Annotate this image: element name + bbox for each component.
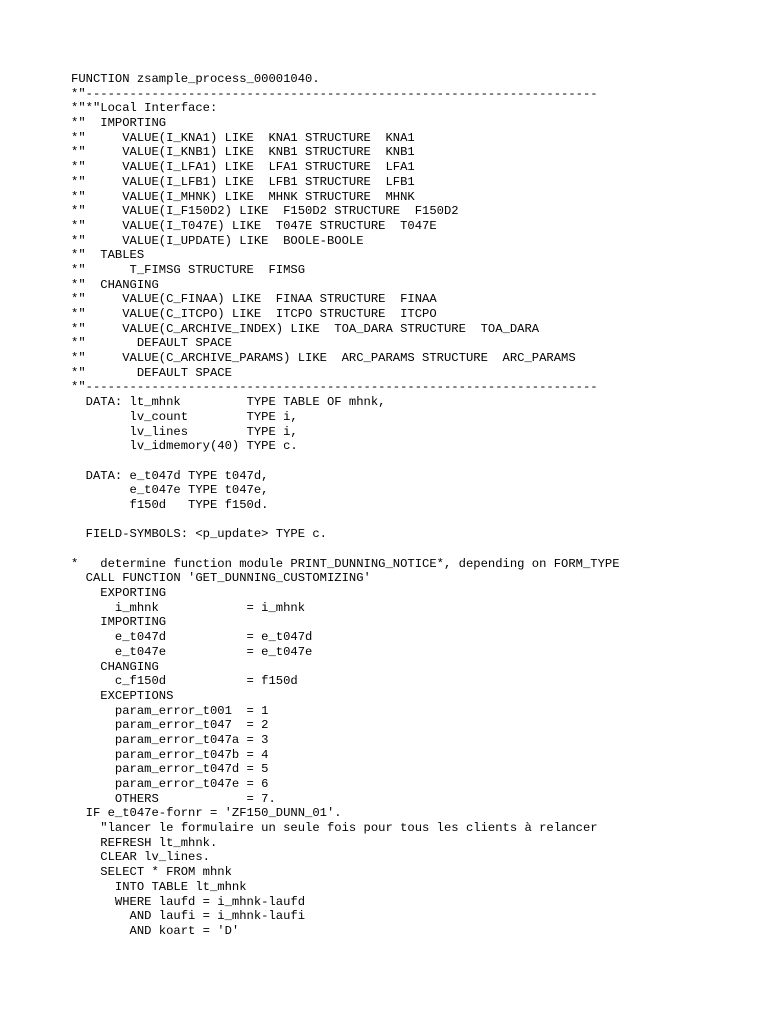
code-line: i_mhnk = i_mhnk (71, 600, 306, 615)
code-line: CALL FUNCTION 'GET_DUNNING_CUSTOMIZING' (71, 571, 371, 586)
code-line: WHERE laufd = i_mhnk-laufd (71, 894, 306, 909)
code-line: *"*"Local Interface: (71, 101, 218, 116)
code-line: e_t047e = e_t047e (71, 644, 313, 659)
code-line: CLEAR lv_lines. (71, 850, 210, 865)
code-line: param_error_t047e = 6 (71, 777, 269, 791)
code-listing (71, 72, 751, 939)
code-line: param_error_t047b = 4 (71, 747, 269, 762)
code-line: *" VALUE(I_KNB1) LIKE KNB1 STRUCTURE KNB1 (71, 145, 415, 160)
code-line: EXCEPTIONS (71, 688, 174, 703)
code-line: *" VALUE(I_LFB1) LIKE LFB1 STRUCTURE LFB1 (71, 174, 415, 189)
code-line: e_t047d = e_t047d (71, 630, 313, 645)
code-line: lv_lines TYPE i, (71, 424, 298, 439)
code-line: IF e_t047e-fornr = 'ZF150_DUNN_01'. (71, 806, 342, 821)
code-line: REFRESH lt_mhnk. (71, 835, 218, 850)
code-line (71, 454, 751, 469)
code-line: DATA: lt_mhnk TYPE TABLE OF mhnk, (71, 395, 386, 410)
code-line: CHANGING (71, 659, 159, 674)
code-line: c_f150d = f150d (71, 674, 298, 689)
code-line: *" VALUE(C_ARCHIVE_INDEX) LIKE TOA_DARA STRUCTURE TOA_DARA (71, 321, 540, 336)
code-line: param_error_t047a = 3 (71, 732, 269, 747)
code-line: *" VALUE(I_T047E) LIKE T047E STRUCTURE T047E (71, 218, 437, 233)
code-line: DATA: e_t047d TYPE t047d, (71, 468, 269, 483)
code-line: "lancer le formulaire un seule fois pour tous les clients à relancer (71, 821, 598, 836)
code-line: *"---------------------------------------------------------------------- (71, 86, 598, 101)
code-line: INTO TABLE lt_mhnk (71, 879, 247, 894)
code-line: *" VALUE(I_MHNK) LIKE MHNK STRUCTURE MHNK (71, 189, 415, 204)
code-line: FUNCTION zsample_process_00001040. (71, 72, 320, 86)
code-line: *" VALUE(I_UPDATE) LIKE BOOLE-BOOLE (71, 233, 364, 248)
code-line: *" VALUE(I_KNA1) LIKE KNA1 STRUCTURE KNA1 (71, 130, 415, 145)
code-line: SELECT * FROM mhnk (71, 865, 232, 880)
code-line: param_error_t001 = 1 (71, 703, 269, 718)
code-line (71, 542, 751, 557)
code-line: * determine function module PRINT_DUNNING_NOTICE*, depending on FORM_TYPE (71, 556, 620, 571)
code-line: *" VALUE(C_ITCPO) LIKE ITCPO STRUCTURE ITCPO (71, 307, 437, 321)
code-line: param_error_t047 = 2 (71, 718, 269, 733)
code-line: *" VALUE(C_FINAA) LIKE FINAA STRUCTURE FINAA (71, 292, 437, 307)
code-line: *"---------------------------------------------------------------------- (71, 380, 598, 395)
code-line: *" IMPORTING (71, 116, 167, 131)
code-line: FIELD-SYMBOLS: <p_update> TYPE c. (71, 527, 327, 542)
code-line: *" T_FIMSG STRUCTURE FIMSG (71, 262, 306, 277)
code-line: *" DEFAULT SPACE (71, 336, 232, 351)
code-line: f150d TYPE f150d. (71, 497, 269, 512)
code-line: *" DEFAULT SPACE (71, 365, 232, 380)
code-line: AND laufi = i_mhnk-laufi (71, 909, 306, 924)
code-line: EXPORTING (71, 586, 167, 601)
code-line: *" VALUE(I_LFA1) LIKE LFA1 STRUCTURE LFA1 (71, 160, 415, 175)
code-line: lv_count TYPE i, (71, 409, 298, 424)
code-line: AND koart = 'D' (71, 923, 240, 938)
code-line: OTHERS = 7. (71, 791, 276, 806)
code-line: *" VALUE(I_F150D2) LIKE F150D2 STRUCTURE F150D2 (71, 204, 459, 219)
code-line (71, 513, 751, 528)
code-line: e_t047e TYPE t047e, (71, 483, 269, 498)
code-line: param_error_t047d = 5 (71, 762, 269, 777)
code-line: *" TABLES (71, 248, 145, 263)
code-line: *" VALUE(C_ARCHIVE_PARAMS) LIKE ARC_PARAMS STRUCTURE ARC_PARAMS (71, 351, 576, 366)
code-line: *" CHANGING (71, 277, 159, 292)
code-line: lv_idmemory(40) TYPE c. (71, 439, 298, 454)
code-line: IMPORTING (71, 615, 167, 630)
